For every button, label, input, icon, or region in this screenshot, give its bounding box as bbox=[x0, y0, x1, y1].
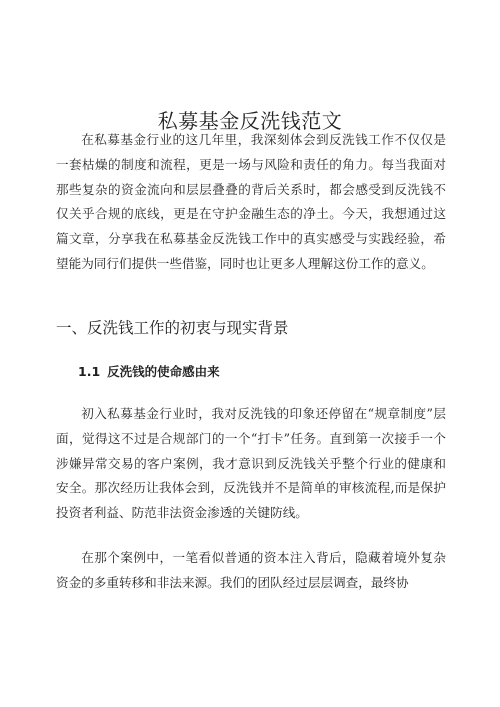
subsection-number: 1.1 bbox=[78, 364, 101, 379]
body-paragraph: 初入私募基金行业时，我对反洗钱的印象还停留在“规章制度”层面，觉得这不过是合规部门的一个“打卡”任务。直到第一次接手一个涉嫌异常交易的客户案例，我才意识到反洗钱关乎整个行业的健康和安全。那次经历让我体会到，反洗钱并不是简单的审核流程,而是保护投资者利益、防范非法资金渗透的关键防线。 bbox=[56, 406, 446, 521]
section-heading: 一、反洗钱工作的初衷与现实背景 bbox=[56, 319, 289, 337]
subsection-title: 反洗钱的使命感由来 bbox=[107, 364, 220, 379]
intro-paragraph: 在私募基金行业的这几年里，我深刻体会到反洗钱工作不仅仅是一套枯燥的制度和流程，更是一场与风险和责任的角力。每当我面对那些复杂的资金流向和层层叠叠的背后关系时，都会感受到反洗钱不仅关乎合规的底线，更是在守护金融生态的净土。今天，我想通过这篇文章，分享我在私募基金反洗钱工作中的真实感受与实践经验，希望能为同行们提供一些借鉴，同时也让更多人理解这份工作的意义。 bbox=[56, 132, 446, 271]
document-title: 私募基金反洗钱范文 bbox=[157, 109, 343, 134]
body-paragraph: 在那个案例中，一笔看似普通的资本注入背后，隐藏着境外复杂资金的多重转移和非法来源。我们的团队经过层层调查，最终协 bbox=[56, 550, 446, 590]
subsection-heading bbox=[78, 362, 438, 380]
